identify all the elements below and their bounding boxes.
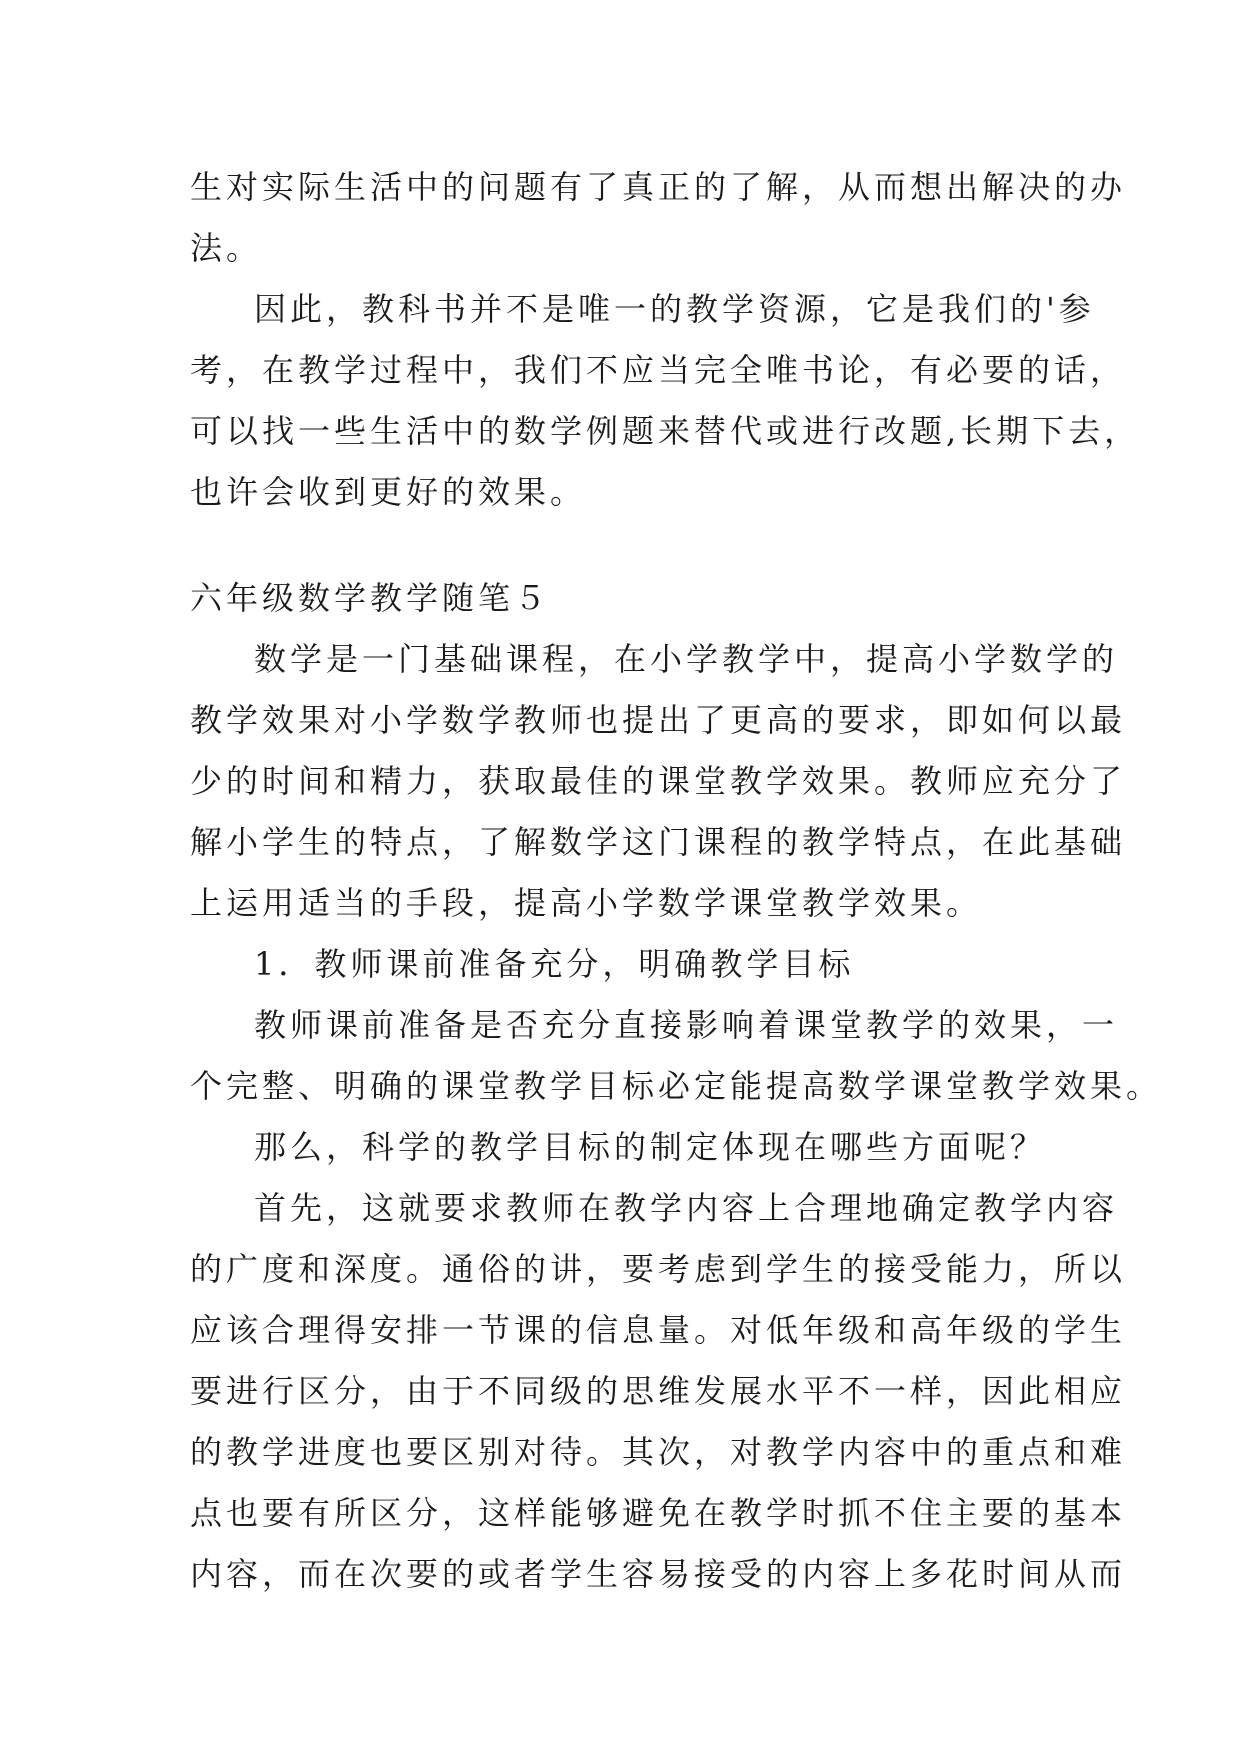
text-line: 的广度和深度。通俗的讲，要考虑到学生的接受能力，所以 [190,1250,1127,1288]
text-line: 少的时间和精力，获取最佳的课堂教学效果。教师应充分了 [190,762,1127,800]
text-block-continuation [190,157,1141,523]
text-line: 生对实际生活中的问题有了真正的了解，从而想出解决的办 [190,168,1127,206]
text-line: 数学是一门基础课程，在小学教学中，提高小学数学的 [254,640,1119,678]
text-line: 要进行区分，由于不同级的思维发展水平不一样，因此相应 [190,1372,1127,1410]
section-heading: 六年级数学教学随笔５ [190,579,551,617]
text-line: 考，在教学过程中，我们不应当完全唯书论，有必要的话， [190,351,1127,389]
text-line: 因此，教科书并不是唯一的教学资源，它是我们的'参 [254,290,1095,328]
subsection-heading: 1．教师课前准备充分，明确教学目标 [254,945,855,983]
text-line: 也许会收到更好的效果。 [190,473,587,511]
text-line: 可以找一些生活中的数学例题来替代或进行改题,长期下去， [190,412,1141,450]
text-line: 教师课前准备是否充分直接影响着课堂教学的效果，一 [254,1006,1119,1044]
text-line: 首先，这就要求教师在教学内容上合理地确定教学内容 [254,1189,1119,1227]
text-line: 那么，科学的教学目标的制定体现在哪些方面呢？ [254,1128,1047,1166]
text-line: 的教学进度也要区别对待。其次，对教学内容中的重点和难 [190,1433,1127,1471]
text-line: 上运用适当的手段，提高小学数学课堂教学效果。 [190,884,983,922]
text-line: 解小学生的特点，了解数学这门课程的教学特点，在此基础 [190,823,1127,861]
text-line: 内容，而在次要的或者学生容易接受的内容上多花时间从而 [190,1555,1127,1593]
text-line: 法。 [190,229,263,267]
text-line: 应该合理得安排一节课的信息量。对低年级和高年级的学生 [190,1311,1127,1349]
text-block-essay-5 [190,568,1163,1605]
text-line: 点也要有所区分，这样能够避免在教学时抓不住主要的基本 [190,1494,1127,1532]
text-line: 个完整、明确的课堂教学目标必定能提高数学课堂教学效果。 [190,1067,1163,1105]
text-line: 教学效果对小学数学教师也提出了更高的要求，即如何以最 [190,701,1127,739]
